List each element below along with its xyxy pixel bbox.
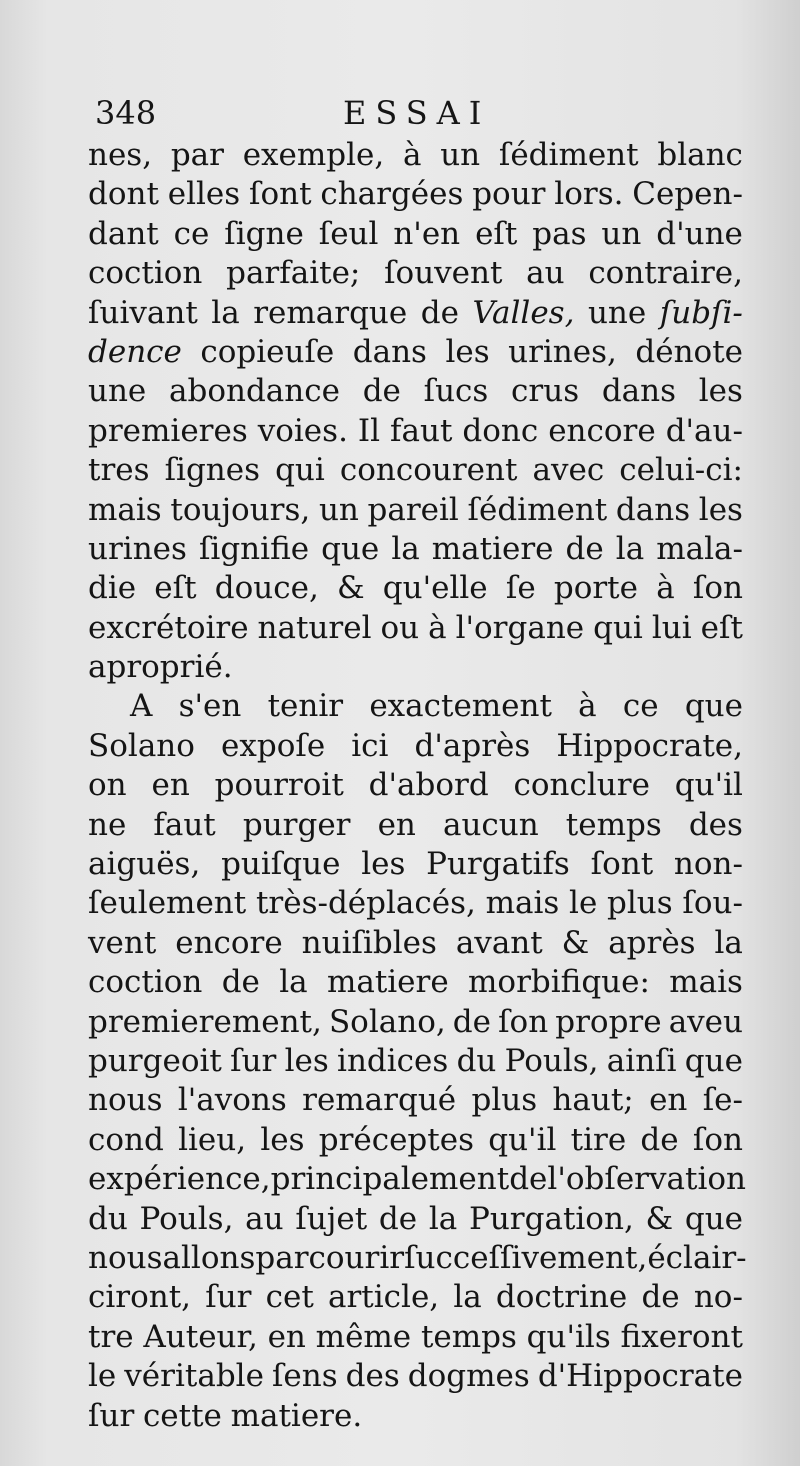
text-line [88,924,743,963]
word: ſe [505,570,536,607]
word: Purgatifs [426,846,570,883]
word: tire [570,1121,627,1158]
text-line [88,215,743,254]
word: le [569,885,598,922]
word: tres [88,452,150,489]
word: de [640,1121,679,1158]
word: cette [142,1397,222,1434]
text-line [88,1318,743,1357]
word: la [453,1279,482,1316]
word: ſon [692,570,743,607]
word: A [130,688,153,725]
page-header [95,88,740,138]
word: copieuſe [200,333,335,370]
word: Hippocrate, [556,727,743,764]
word: nous [88,1239,163,1276]
word: qu'elle [382,570,488,607]
word: l'obſervation [547,1161,746,1198]
word: d'Hippocrate [537,1358,743,1395]
text-line [88,491,743,530]
word: lors. [554,176,624,213]
word: que [321,530,380,567]
word: de [221,964,260,1001]
word: matiere. [230,1397,363,1434]
word: purger [242,806,351,843]
word: aproprié. [88,649,233,686]
word: une [88,373,147,410]
word: haut; [552,1082,634,1119]
word: préceptes [318,1121,474,1158]
word: nuiſibles [301,924,437,961]
text-line [88,1081,743,1120]
word: ſédiment [498,137,639,173]
word: par [170,137,224,173]
word: véritable [124,1358,264,1395]
word: ſont [248,176,312,213]
word: Valles, [472,294,575,331]
word: chargées [320,176,464,213]
word: cet [265,1279,314,1316]
word: la [279,964,308,1001]
word: expoſe [221,727,326,764]
word: de [509,1161,548,1198]
word: concourent [339,452,518,489]
word: d'au- [665,412,743,449]
word: parcourir [255,1239,405,1276]
word: remarqué [302,1082,457,1119]
word: les [445,333,490,370]
word: de [565,530,604,567]
text-line [88,648,743,687]
word: lui [651,609,692,646]
word: d'une [656,215,743,252]
word: ou [380,609,420,646]
word: Solano, [328,1003,446,1040]
word: de [641,1279,680,1316]
word: ici [351,727,389,764]
running-head: ESSAI [343,94,491,132]
word: & [645,1200,674,1237]
word: ſucs [423,373,489,410]
word: Solano [88,727,195,764]
text-line [88,845,743,884]
text-line [88,766,743,805]
word: Pouls, [139,1200,234,1237]
word: les [698,373,743,410]
word: dans [601,373,677,410]
word: tre [88,1318,134,1355]
word: dogmes [407,1358,530,1395]
word: ſujet [295,1200,368,1237]
word: ſur [88,1397,135,1434]
word: de [362,373,401,410]
word: aveu [668,1003,743,1040]
word: que [684,688,743,725]
word: on [88,767,127,804]
word: mala- [656,530,743,567]
word: du [456,1042,497,1079]
word: pourroit [214,767,344,804]
word: s'en [178,688,242,725]
word: principalement [270,1161,510,1198]
word: premieres [88,412,248,449]
word: l'organe [455,609,585,646]
word: douce, [214,570,319,607]
word: propre [555,1003,662,1040]
word: abondance [169,373,340,410]
word: ſe- [702,1082,743,1119]
word: ſuivant [88,294,198,331]
word: vent [88,924,157,961]
word: & [337,570,365,607]
word: que [684,1200,743,1237]
word: doctrine [495,1279,628,1316]
word: les [698,491,743,528]
word: ſens [271,1358,338,1395]
word: ſouvent [384,255,503,292]
word: aucun [442,806,539,843]
word: ſon [692,1121,743,1158]
text-line [88,333,743,372]
word: dénote [635,333,743,370]
word: la [615,530,645,567]
word: lieu, [178,1121,247,1158]
word: ſou- [682,885,743,922]
word: excrétoire [88,609,249,646]
word: article, [328,1279,440,1316]
text-line [88,175,743,214]
word: que [684,1042,743,1079]
word: ſeul [318,215,379,252]
word: ſon [498,1003,549,1040]
word: en [649,1082,688,1119]
word: dence [88,333,182,370]
word: matiere [431,530,554,567]
text-line [88,727,743,766]
text-line [88,609,743,648]
word: ce [173,215,210,252]
word: cond [88,1121,164,1158]
word: ce [622,688,659,725]
word: en [267,1318,306,1355]
text-line [88,806,743,845]
word: urines [88,530,187,567]
text-line [88,1278,743,1317]
word: ainſi [606,1042,677,1079]
word: premierement, [88,1003,322,1040]
word: nous [88,1082,163,1119]
word: urines, [508,333,617,370]
text-line [88,1160,746,1199]
word: qui [593,609,643,646]
word: à [402,137,422,173]
page-number: 348 [95,94,157,132]
word: Pouls, [504,1042,599,1079]
text-line [88,884,743,923]
word: naturel [257,609,372,646]
word: le [88,1358,117,1395]
word: avant [455,924,543,961]
word: Il [357,412,381,449]
word: dant [88,215,159,252]
text-line [88,1239,747,1278]
text-line [88,963,743,1002]
word: encore [175,924,283,961]
word: les [260,1121,305,1158]
word: non- [673,846,743,883]
word: matiere [326,964,449,1001]
word: ſubſi- [659,294,743,331]
word: morbifique: [468,964,650,1001]
word: ſignes [164,452,261,489]
word: les [284,1042,329,1079]
word: temps [565,806,662,843]
word: d'après [414,727,531,764]
word: les [361,846,406,883]
word: très-déplacés, [255,885,476,922]
word: à [578,688,597,725]
text-line [88,412,743,451]
paragraph [88,136,743,687]
word: fixeront [620,1318,743,1355]
word: blanc [657,137,743,173]
word: à [656,570,675,607]
word: ciront, [88,1279,192,1316]
word: no- [693,1279,743,1316]
word: un [318,491,359,528]
word: exactement [369,688,552,725]
word: ſignifie [198,530,310,567]
word: en [151,767,190,804]
text-line [88,254,743,293]
word: conclure [513,767,650,804]
word: porte [553,570,638,607]
word: purgeoit [88,1042,222,1079]
word: l'avons [177,1082,287,1119]
text-line [88,294,743,333]
word: d'abord [368,767,489,804]
word: Purgation, [468,1200,634,1237]
text-line [88,1200,743,1239]
word: même [315,1318,412,1355]
word: eſt [700,609,743,646]
text-line [88,451,743,490]
word: plus [607,885,673,922]
word: à [428,609,447,646]
word: indices [337,1042,449,1079]
text-line [88,1042,743,1081]
word: pareil [367,491,459,528]
word: dans [615,491,691,528]
word: ſont [590,846,654,883]
word: coction [88,255,203,292]
word: n'en [393,215,461,252]
word: aiguës, [88,846,201,883]
word: au [245,1200,284,1237]
word: après [608,924,696,961]
word: de [378,1200,418,1237]
word: puiſque [221,846,341,883]
word: faut [390,412,453,449]
word: éclair- [647,1239,747,1276]
word: parfaite; [226,255,361,292]
word: & [561,924,590,961]
text-line [88,569,743,608]
word: crus [511,373,580,410]
word: eſt [154,570,197,607]
word: celui-ci: [619,452,743,489]
word: ſeulement [88,885,247,922]
word: qui [275,452,325,489]
word: des [688,806,743,843]
text-line [88,1357,743,1396]
word: du [88,1200,128,1237]
word: une [587,294,647,331]
word: la [714,924,743,961]
word: mais [669,964,743,1001]
word: encore [548,412,656,449]
word: de [420,294,459,331]
word: expérience, [88,1161,271,1198]
word: mais [485,885,560,922]
word: Auteur, [143,1318,258,1355]
word: exemple, [242,137,385,173]
word: des [345,1358,400,1395]
word: la [391,530,420,567]
word: coction [88,964,203,1001]
text-line [88,1003,743,1042]
word: ſigne [224,215,304,252]
word: la [211,294,240,331]
word: de [452,1003,491,1040]
text-line [88,1121,743,1160]
word: avec [532,452,605,489]
word: un [601,215,642,252]
word: elles [167,176,241,213]
word: ſur [230,1042,277,1079]
text-line [88,1397,743,1436]
text-line [88,372,743,411]
word: qu'ils [526,1318,611,1355]
word: faut [153,806,216,843]
word: ſédiment [467,491,608,528]
word: voies. [257,412,348,449]
word: toujours, [170,491,311,528]
text-line [88,687,743,726]
word: qu'il [488,1121,557,1158]
word: plus [471,1082,538,1119]
body-text [88,136,747,1436]
word: ne [88,806,127,843]
word: dont [88,176,159,213]
text-line [88,136,743,175]
word: donc [462,412,539,449]
word: au [526,255,565,292]
word: eſt [475,215,518,252]
paragraph [88,687,747,1435]
word: en [377,806,416,843]
word: ſucceſſivement, [404,1239,648,1276]
word: die [88,570,137,607]
word: pas [532,215,587,252]
word: tenir [267,688,344,725]
word: temps [420,1318,517,1355]
text-line [88,530,743,569]
word: Cepen- [632,176,743,213]
word: pour [472,176,546,213]
word: dans [352,333,427,370]
word: qu'il [674,767,743,804]
word: un [440,137,481,173]
word: contraire, [588,255,743,292]
word: nes, [88,137,153,173]
word: allons [162,1239,256,1276]
word: ſur [205,1279,252,1316]
word: la [428,1200,458,1237]
word: remarque [253,294,408,331]
word: mais [88,491,162,528]
